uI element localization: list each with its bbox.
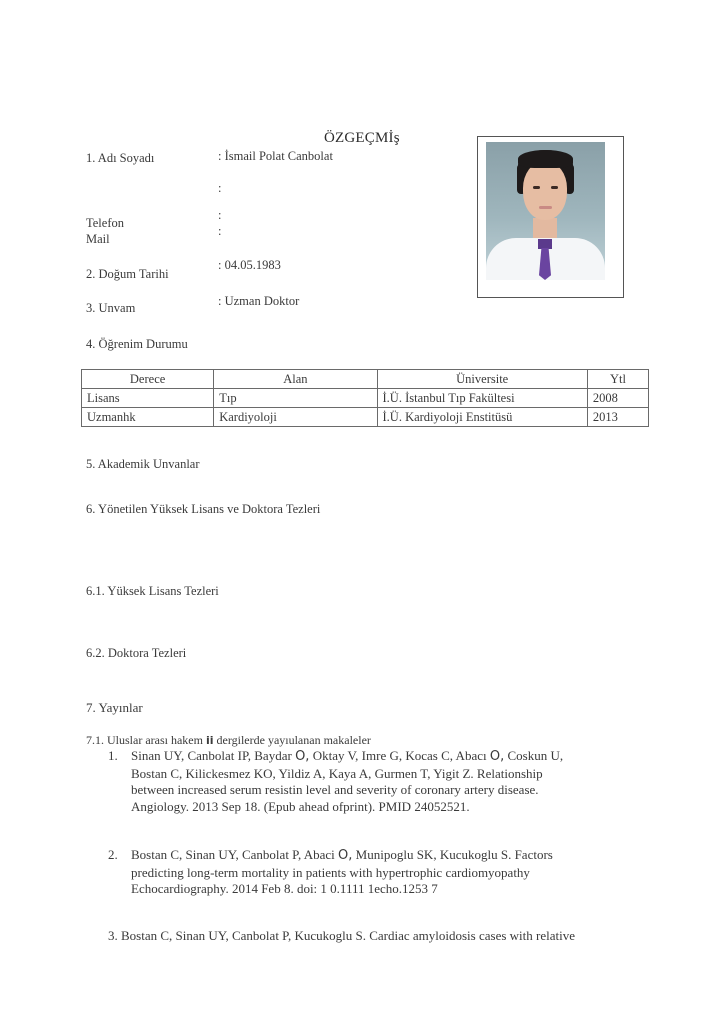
academic-titles-heading: 5. Akademik Unvanlar — [86, 457, 200, 471]
education-table — [81, 369, 649, 427]
masters-theses-heading: 6.1. Yüksek Lisans Tezleri — [86, 584, 219, 598]
subheading-part: 7.1. Uluslar arası hakem — [86, 733, 206, 747]
column-header-year: Ytl — [587, 370, 648, 389]
blank-field-value: : — [218, 181, 222, 195]
text-run: Munipoglu SK, Kucukoglu S. Factors — [352, 847, 553, 862]
text-run: O, — [338, 848, 353, 863]
cell-year: 2013 — [587, 408, 648, 427]
photo-tie-knot — [538, 239, 552, 249]
cell-field: Kardiyoloji — [214, 408, 377, 427]
publications-heading: 7. Yayınlar — [86, 700, 143, 715]
cell-degree: Lisans — [82, 389, 214, 408]
name-label: 1. Adı Soyadı — [86, 151, 155, 165]
text-run: Sinan UY, Canbolat IP, Baydar — [131, 748, 296, 763]
phone-value: : — [218, 208, 222, 222]
cell-field: Tıp — [214, 389, 377, 408]
title-value: : Uzman Doktor — [218, 294, 300, 308]
column-header-university: Üniversite — [377, 370, 587, 389]
publication-line: Echocardiography. 2014 Feb 8. doi: 1 0.1111 1echo.1253 7 — [131, 881, 438, 896]
text-run: Oktay V, Imre G, Kocas C, Abacı — [309, 748, 490, 763]
portrait-photo — [486, 142, 605, 280]
publication-item: 3. Bostan C, Sinan UY, Canbolat P, Kucukoglu S. Cardiac amyloidosis cases with relative — [108, 928, 575, 943]
publication-line — [131, 847, 588, 865]
cell-university: İ.Ü. İstanbul Tıp Fakültesi — [377, 389, 587, 408]
publication-line: between increased serum resistin level and severity of coronary artery disease. — [131, 782, 539, 797]
publication-line: predicting long-term mortality in patients with hypertrophic cardiomyopathy — [131, 864, 530, 880]
subheading-ii: ii — [205, 734, 214, 747]
document-title: ÖZGEÇMİş — [324, 130, 400, 146]
photo-frame — [477, 136, 624, 298]
text-run: O, — [489, 749, 505, 764]
text-run: O, — [295, 749, 310, 764]
birth-date-label: 2. Doğum Tarihi — [86, 267, 169, 281]
name-value: : İsmail Polat Canbolat — [218, 149, 333, 163]
photo-eye-left — [533, 186, 540, 189]
publication-line: Bostan C, Kilickesmez KO, Yildiz A, Kaya A, Gurmen T, Yigit Z. Relationship — [131, 765, 543, 781]
publication-number: 1. — [108, 748, 118, 763]
cell-university: İ.Ü. Kardiyoloji Enstitüsü — [377, 408, 587, 427]
column-header-degree: Derece — [82, 370, 214, 389]
education-heading: 4. Öğrenim Durumu — [86, 337, 188, 351]
text-run: Coskun U, — [504, 748, 564, 763]
birth-date-value: : 04.05.1983 — [218, 258, 281, 272]
title-label: 3. Unvam — [86, 301, 136, 315]
phone-label: Telefon — [86, 216, 124, 230]
mail-value: : — [218, 224, 222, 238]
photo-eye-right — [551, 186, 558, 189]
subheading-part: dergilerde yayıulanan makaleler — [213, 733, 371, 747]
photo-hair-top — [518, 150, 573, 168]
photo-mouth — [539, 206, 552, 209]
photo-neck — [533, 218, 557, 238]
table-row — [82, 408, 649, 427]
cell-year: 2008 — [587, 389, 648, 408]
theses-heading: 6. Yönetilen Yüksek Lisans ve Doktora Tezleri — [86, 502, 321, 516]
international-articles-heading — [86, 733, 371, 748]
photo-face — [523, 162, 567, 220]
publication-item — [108, 748, 588, 815]
publication-item — [108, 847, 588, 898]
publication-line: Angiology. 2013 Sep 18. (Epub ahead ofprint). PMID 24052521. — [131, 798, 470, 814]
column-header-field: Alan — [214, 370, 377, 389]
publication-line — [131, 748, 588, 766]
publication-number: 2. — [108, 847, 118, 862]
text-run: Bostan C, Sinan UY, Canbolat P, Abaci — [131, 847, 339, 862]
doctoral-theses-heading: 6.2. Doktora Tezleri — [86, 646, 187, 660]
mail-label: Mail — [86, 232, 110, 246]
table-header-row — [82, 370, 649, 389]
table-row — [82, 389, 649, 408]
cell-degree: Uzmanhk — [82, 408, 214, 427]
